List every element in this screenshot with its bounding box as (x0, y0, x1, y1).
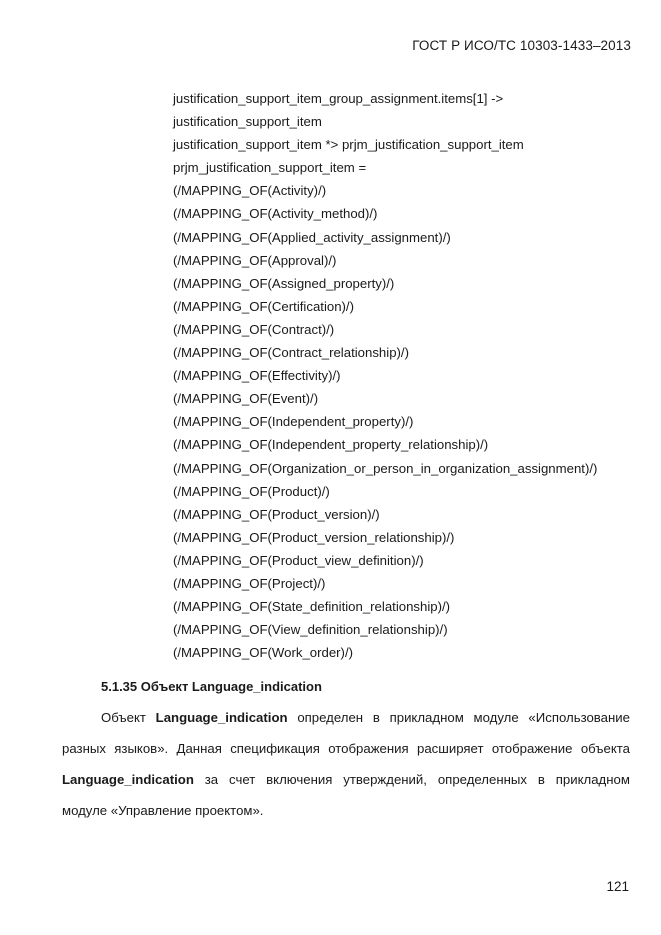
entity-name: Language_indication (155, 710, 288, 725)
mapping-line: (/MAPPING_OF(Work_order)/) (173, 645, 354, 661)
mapping-line: justification_support_item_group_assignment.items[1] -> (173, 91, 504, 106)
mapping-line: (/MAPPING_OF(Certification)/) (173, 298, 354, 314)
page-number: 121 (606, 879, 629, 894)
word: расширяет (417, 741, 484, 756)
word: включения (266, 772, 333, 787)
mapping-line: (/MAPPING_OF(Effectivity)/) (173, 368, 341, 384)
mapping-line: justification_support_item *> prjm_justification_support_item (173, 137, 524, 153)
word: языков». (114, 741, 169, 756)
paragraph-line (62, 764, 630, 795)
mapping-line: (/MAPPING_OF(Product_view_definition)/) (173, 552, 424, 568)
word: Объект (101, 710, 146, 725)
word: утверждений, (343, 772, 427, 787)
mapping-line: (/MAPPING_OF(Event)/) (173, 391, 319, 407)
section-heading: 5.1.35 Объект Language_indication (101, 679, 322, 694)
word: отображение (491, 741, 573, 756)
word: разных (62, 741, 106, 756)
mapping-line: (/MAPPING_OF(Applied_activity_assignment)/) (173, 229, 451, 245)
mapping-line: (/MAPPING_OF(Assigned_property)/) (173, 275, 395, 291)
word: в (372, 710, 380, 725)
word: «Использование (528, 710, 630, 725)
word: определен (297, 710, 364, 725)
mapping-line: (/MAPPING_OF(Activity_method)/) (173, 206, 378, 222)
mapping-line: (/MAPPING_OF(Contract_relationship)/) (173, 345, 409, 361)
section-paragraph (62, 702, 630, 826)
document-header: ГОСТ Р ИСО/ТС 10303-1433–2013 (412, 38, 631, 53)
mapping-line: (/MAPPING_OF(State_definition_relationship)/) (173, 599, 451, 615)
mapping-line: (/MAPPING_OF(Activity)/) (173, 183, 327, 199)
mapping-line: (/MAPPING_OF(Contract)/) (173, 321, 335, 337)
mapping-line: (/MAPPING_OF(Product_version_relationship)/) (173, 529, 455, 545)
word: объекта (580, 741, 630, 756)
word: модуле (473, 710, 519, 725)
mapping-line: (/MAPPING_OF(Project)/) (173, 575, 326, 591)
paragraph-line (62, 733, 630, 764)
word: отображения (328, 741, 409, 756)
word: прикладном (555, 772, 630, 787)
word: в (537, 772, 545, 787)
word: спецификация (230, 741, 320, 756)
mapping-line: justification_support_item (173, 114, 322, 130)
mapping-line: (/MAPPING_OF(Independent_property_relationship)/) (173, 437, 489, 453)
entity-name: Language_indication (62, 772, 194, 787)
word: за (204, 772, 219, 787)
word: определенных (437, 772, 527, 787)
word: счет (229, 772, 256, 787)
mapping-line: (/MAPPING_OF(View_definition_relationship)/) (173, 622, 448, 638)
paragraph-line: модуле «Управление проектом». (62, 803, 264, 818)
mapping-specification (173, 87, 597, 664)
mapping-line: (/MAPPING_OF(Organization_or_person_in_organization_assignment)/) (173, 460, 598, 476)
mapping-line: (/MAPPING_OF(Product)/) (173, 483, 330, 499)
mapping-line: (/MAPPING_OF(Independent_property)/) (173, 414, 414, 430)
word: прикладном (389, 710, 464, 725)
paragraph-line (62, 702, 630, 733)
mapping-line: (/MAPPING_OF(Product_version)/) (173, 506, 380, 522)
word: Данная (176, 741, 222, 756)
mapping-line: prjm_justification_support_item = (173, 160, 367, 176)
mapping-line: (/MAPPING_OF(Approval)/) (173, 252, 337, 268)
